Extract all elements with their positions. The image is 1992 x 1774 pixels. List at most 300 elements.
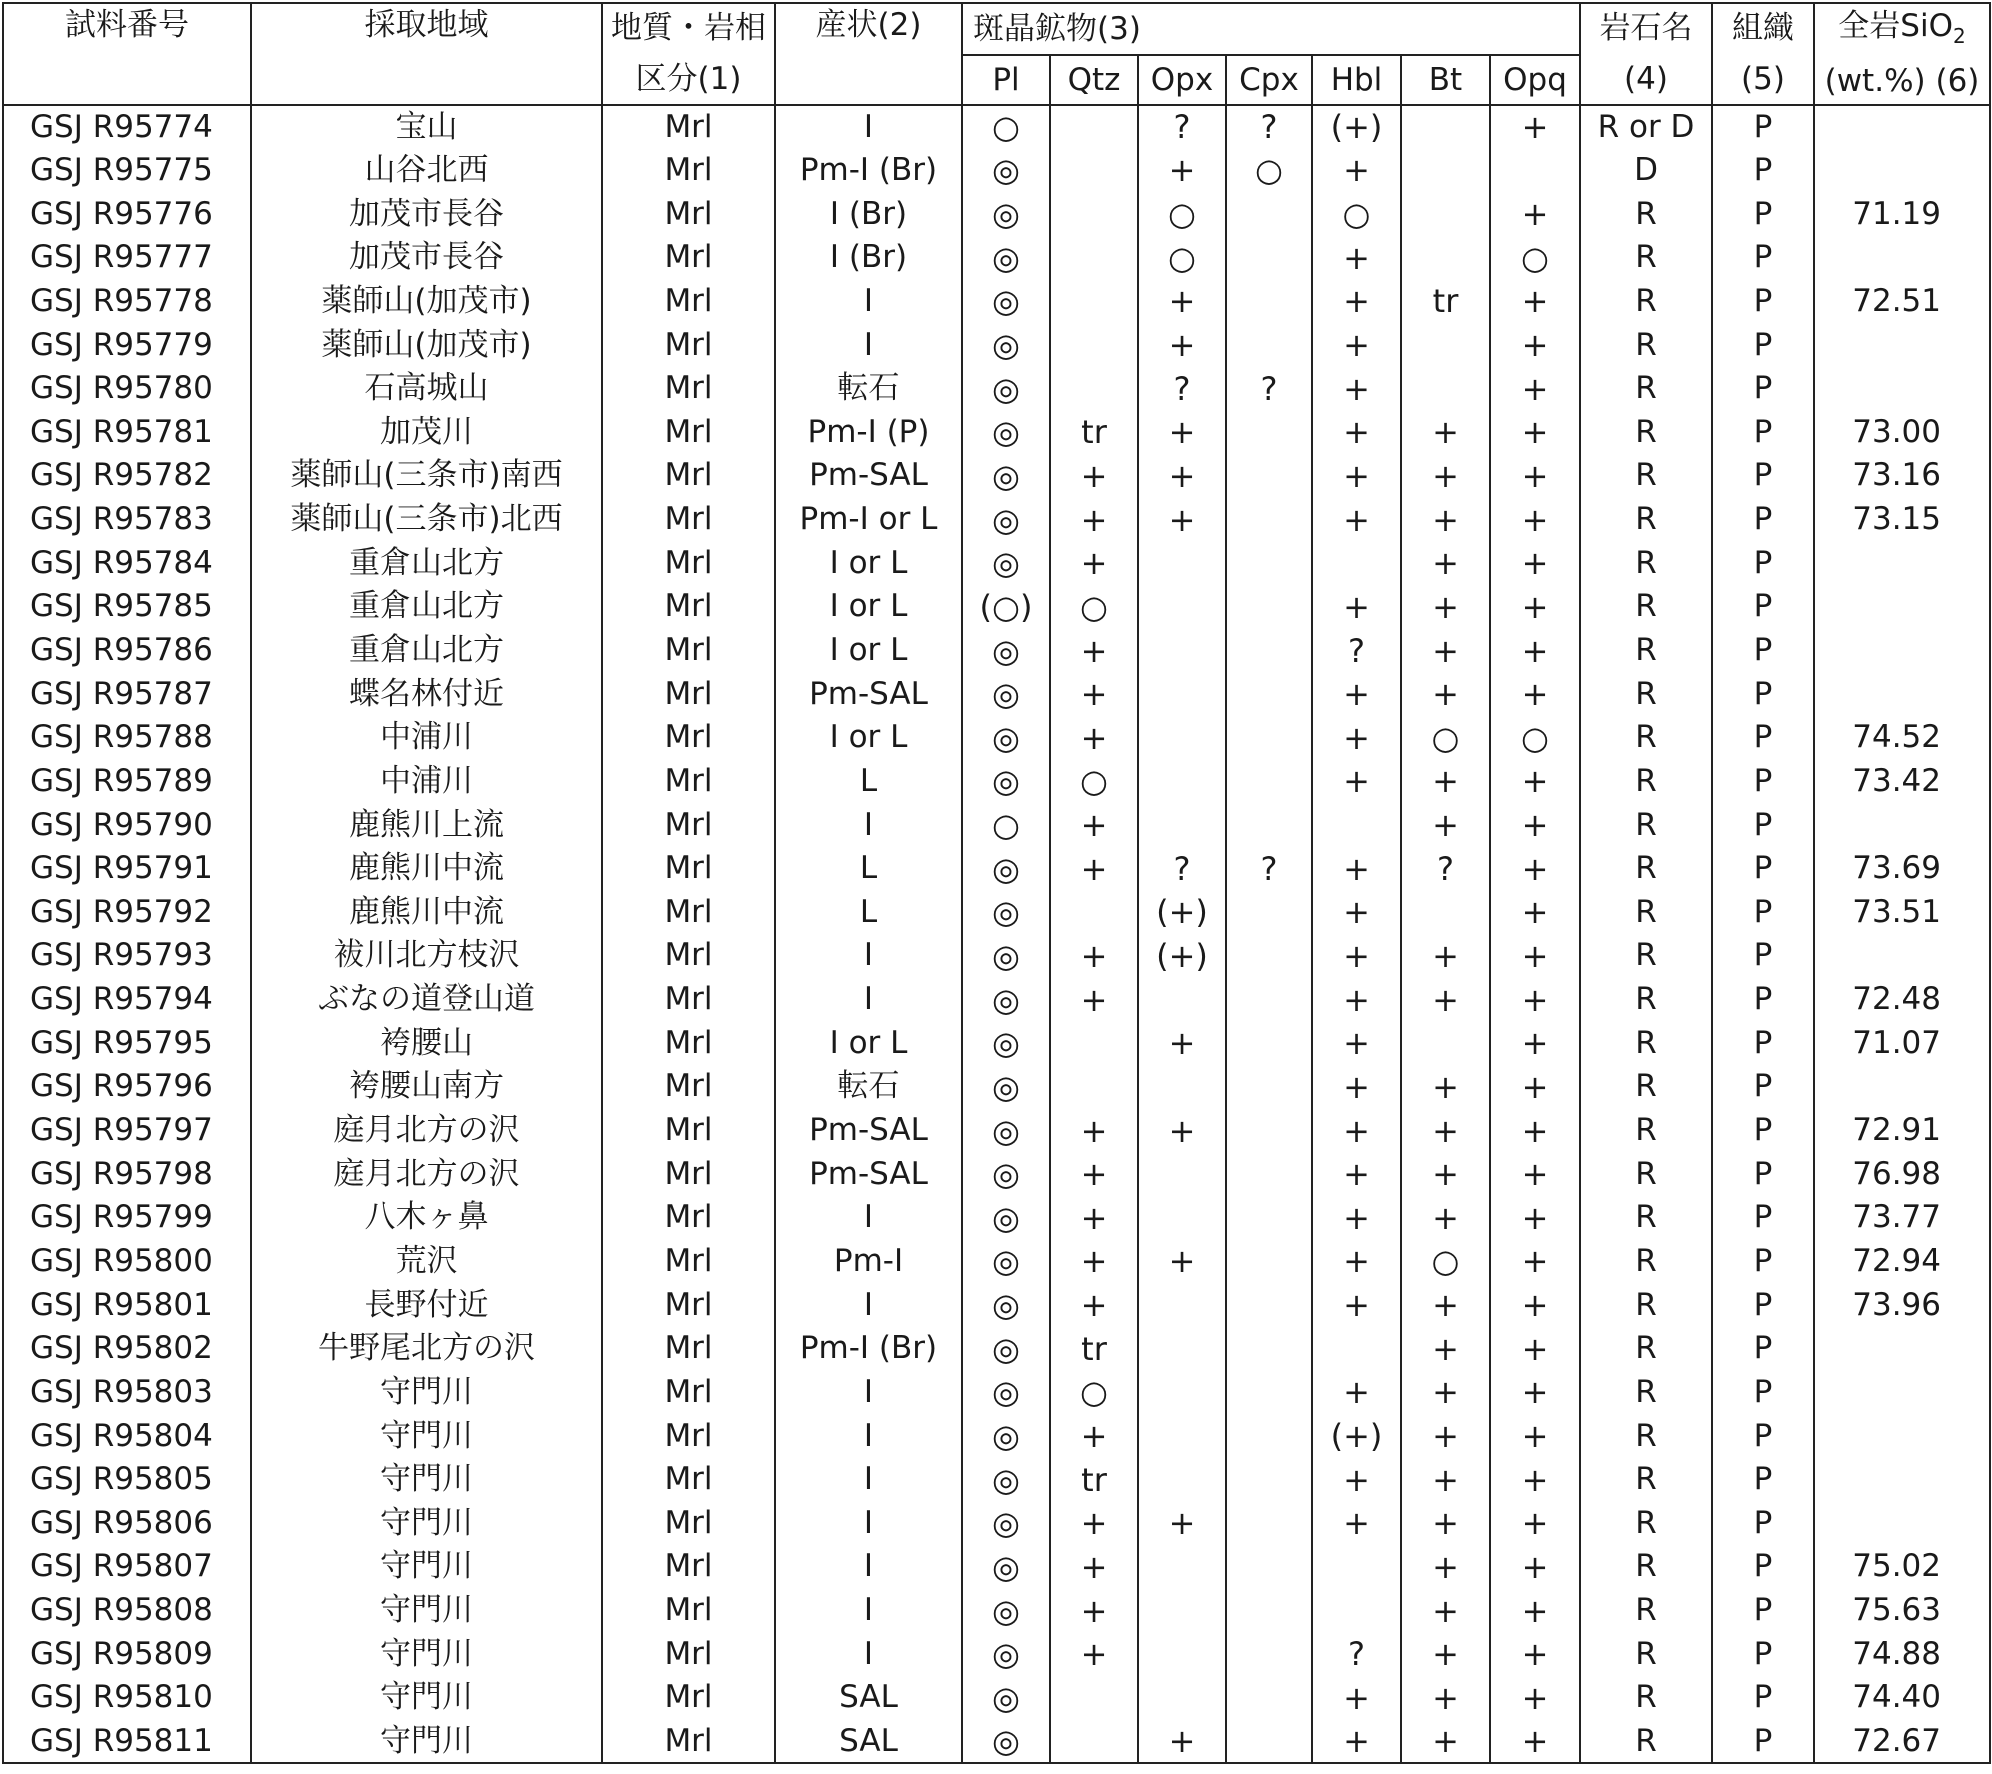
cell-texture: P [1712, 1545, 1814, 1589]
cell-geology: Mrl [602, 367, 775, 411]
cell-geology: Mrl [602, 1109, 775, 1153]
table-row [3, 629, 1990, 673]
cell-locality: 宝山 [251, 105, 602, 149]
cell-locality: 薬師山(三条市)北西 [251, 498, 602, 542]
cell-sample-no: GSJ R95781 [3, 410, 251, 454]
cell-sio2: 73.77 [1814, 1196, 1990, 1240]
table-row [3, 1152, 1990, 1196]
table-row [3, 760, 1990, 804]
cell-opq: + [1490, 1414, 1580, 1458]
cell-opx: (+) [1138, 891, 1226, 935]
cell-geology: Mrl [602, 192, 775, 236]
cell-geology: Mrl [602, 498, 775, 542]
cell-hbl: + [1312, 760, 1401, 804]
cell-bt [1401, 367, 1490, 411]
cell-bt: + [1401, 803, 1490, 847]
cell-hbl: + [1312, 236, 1401, 280]
cell-rock-name: R [1580, 541, 1712, 585]
cell-locality: 庭月北方の沢 [251, 1109, 602, 1153]
table-row [3, 978, 1990, 1022]
cell-sio2 [1814, 1327, 1990, 1371]
cell-hbl: + [1312, 1283, 1401, 1327]
cell-qtz: + [1050, 629, 1138, 673]
cell-bt: + [1401, 1676, 1490, 1720]
cell-geology: Mrl [602, 672, 775, 716]
cell-cpx [1226, 541, 1312, 585]
cell-opq: + [1490, 1545, 1580, 1589]
cell-opx [1138, 803, 1226, 847]
cell-sample-no: GSJ R95784 [3, 541, 251, 585]
cell-geology: Mrl [602, 803, 775, 847]
cell-occurrence: SAL [775, 1676, 962, 1720]
cell-opq: + [1490, 1589, 1580, 1633]
cell-opq: + [1490, 803, 1580, 847]
cell-geology: Mrl [602, 541, 775, 585]
cell-locality: 荒沢 [251, 1240, 602, 1284]
table-row [3, 280, 1990, 324]
cell-rock-name: R [1580, 1589, 1712, 1633]
cell-texture: P [1712, 891, 1814, 935]
cell-hbl: + [1312, 847, 1401, 891]
cell-sample-no: GSJ R95802 [3, 1327, 251, 1371]
cell-qtz: + [1050, 803, 1138, 847]
cell-cpx [1226, 454, 1312, 498]
cell-hbl: + [1312, 367, 1401, 411]
table-row [3, 1414, 1990, 1458]
cell-locality: 中浦川 [251, 716, 602, 760]
cell-qtz [1050, 105, 1138, 149]
cell-pl: ◎ [962, 978, 1050, 1022]
table-row [3, 1545, 1990, 1589]
cell-qtz: tr [1050, 1458, 1138, 1502]
cell-hbl: + [1312, 716, 1401, 760]
cell-cpx [1226, 1720, 1312, 1764]
cell-texture: P [1712, 1502, 1814, 1546]
cell-opq: + [1490, 541, 1580, 585]
table-row [3, 1283, 1990, 1327]
cell-opq: ○ [1490, 236, 1580, 280]
cell-rock-name: R [1580, 1109, 1712, 1153]
cell-sio2: 73.15 [1814, 498, 1990, 542]
cell-locality: 中浦川 [251, 760, 602, 804]
cell-cpx [1226, 1371, 1312, 1415]
cell-opx: + [1138, 410, 1226, 454]
cell-opq: + [1490, 891, 1580, 935]
cell-qtz: + [1050, 1545, 1138, 1589]
cell-occurrence: I [775, 1283, 962, 1327]
cell-hbl: + [1312, 410, 1401, 454]
cell-locality: 薬師山(加茂市) [251, 280, 602, 324]
cell-rock-name: R [1580, 1152, 1712, 1196]
cell-hbl: + [1312, 934, 1401, 978]
cell-geology: Mrl [602, 1676, 775, 1720]
cell-opq: + [1490, 192, 1580, 236]
cell-hbl: + [1312, 1458, 1401, 1502]
cell-texture: P [1712, 454, 1814, 498]
cell-sample-no: GSJ R95789 [3, 760, 251, 804]
cell-sio2 [1814, 585, 1990, 629]
cell-rock-name: D [1580, 149, 1712, 193]
cell-texture: P [1712, 498, 1814, 542]
cell-hbl: + [1312, 1152, 1401, 1196]
cell-texture: P [1712, 803, 1814, 847]
cell-hbl [1312, 1545, 1401, 1589]
cell-occurrence: I [775, 1545, 962, 1589]
cell-hbl: + [1312, 1240, 1401, 1284]
table-row [3, 105, 1990, 149]
cell-geology: Mrl [602, 891, 775, 935]
cell-sio2: 74.40 [1814, 1676, 1990, 1720]
cell-rock-name: R [1580, 280, 1712, 324]
cell-locality: 袴腰山南方 [251, 1065, 602, 1109]
cell-sio2: 75.02 [1814, 1545, 1990, 1589]
cell-cpx [1226, 716, 1312, 760]
cell-occurrence: L [775, 891, 962, 935]
cell-texture: P [1712, 410, 1814, 454]
cell-cpx [1226, 1196, 1312, 1240]
cell-occurrence: I [775, 1502, 962, 1546]
cell-texture: P [1712, 1371, 1814, 1415]
cell-sample-no: GSJ R95776 [3, 192, 251, 236]
cell-sample-no: GSJ R95798 [3, 1152, 251, 1196]
cell-hbl: + [1312, 323, 1401, 367]
cell-cpx: ? [1226, 367, 1312, 411]
cell-texture: P [1712, 1589, 1814, 1633]
cell-hbl: + [1312, 149, 1401, 193]
cell-occurrence: I [775, 280, 962, 324]
cell-texture: P [1712, 236, 1814, 280]
cell-qtz [1050, 1720, 1138, 1764]
cell-hbl [1312, 1327, 1401, 1371]
cell-opx: + [1138, 454, 1226, 498]
sample-table [2, 2, 1991, 1764]
cell-geology: Mrl [602, 760, 775, 804]
cell-sample-no: GSJ R95807 [3, 1545, 251, 1589]
cell-qtz: + [1050, 716, 1138, 760]
cell-locality: 庭月北方の沢 [251, 1152, 602, 1196]
cell-sio2: 72.91 [1814, 1109, 1990, 1153]
cell-locality: 重倉山北方 [251, 629, 602, 673]
cell-cpx [1226, 891, 1312, 935]
cell-bt [1401, 323, 1490, 367]
cell-bt: + [1401, 1196, 1490, 1240]
cell-opq: + [1490, 1371, 1580, 1415]
cell-geology: Mrl [602, 1589, 775, 1633]
cell-locality: 加茂市長谷 [251, 192, 602, 236]
cell-qtz: ○ [1050, 760, 1138, 804]
cell-rock-name: R [1580, 847, 1712, 891]
cell-sample-no: GSJ R95797 [3, 1109, 251, 1153]
cell-occurrence: I [775, 1414, 962, 1458]
cell-sample-no: GSJ R95808 [3, 1589, 251, 1633]
cell-sio2: 73.51 [1814, 891, 1990, 935]
cell-hbl: + [1312, 498, 1401, 542]
cell-bt [1401, 105, 1490, 149]
cell-sample-no: GSJ R95806 [3, 1502, 251, 1546]
cell-sample-no: GSJ R95796 [3, 1065, 251, 1109]
cell-locality: 鹿熊川中流 [251, 847, 602, 891]
header-geology [602, 3, 775, 105]
cell-locality: 鹿熊川中流 [251, 891, 602, 935]
cell-bt: + [1401, 1589, 1490, 1633]
cell-pl: ◎ [962, 891, 1050, 935]
cell-pl: ◎ [962, 934, 1050, 978]
cell-locality: 長野付近 [251, 1283, 602, 1327]
cell-qtz [1050, 192, 1138, 236]
cell-bt: + [1401, 760, 1490, 804]
cell-opq: + [1490, 454, 1580, 498]
cell-texture: P [1712, 1021, 1814, 1065]
cell-sio2 [1814, 236, 1990, 280]
cell-opx: + [1138, 1502, 1226, 1546]
cell-sio2 [1814, 323, 1990, 367]
cell-opx [1138, 1196, 1226, 1240]
cell-occurrence: I (Br) [775, 236, 962, 280]
cell-rock-name: R [1580, 1414, 1712, 1458]
cell-sample-no: GSJ R95805 [3, 1458, 251, 1502]
cell-hbl: + [1312, 1676, 1401, 1720]
cell-sample-no: GSJ R95778 [3, 280, 251, 324]
cell-cpx [1226, 1109, 1312, 1153]
cell-texture: P [1712, 847, 1814, 891]
cell-opq: + [1490, 1502, 1580, 1546]
cell-geology: Mrl [602, 1065, 775, 1109]
header-geology-line1: 地質・岩相 [611, 10, 766, 46]
cell-opx [1138, 716, 1226, 760]
cell-opx: + [1138, 1240, 1226, 1284]
cell-sio2: 71.19 [1814, 192, 1990, 236]
cell-geology: Mrl [602, 1414, 775, 1458]
cell-pl: ◎ [962, 1196, 1050, 1240]
cell-locality: 八木ヶ鼻 [251, 1196, 602, 1240]
cell-cpx [1226, 1152, 1312, 1196]
cell-occurrence: I [775, 1632, 962, 1676]
cell-geology: Mrl [602, 236, 775, 280]
header-sio2 [1814, 3, 1990, 105]
cell-opx [1138, 1632, 1226, 1676]
cell-texture: P [1712, 1676, 1814, 1720]
cell-pl: ◎ [962, 149, 1050, 193]
cell-texture: P [1712, 149, 1814, 193]
cell-cpx [1226, 498, 1312, 542]
cell-sio2 [1814, 934, 1990, 978]
cell-geology: Mrl [602, 716, 775, 760]
cell-sample-no: GSJ R95779 [3, 323, 251, 367]
cell-qtz: + [1050, 1414, 1138, 1458]
cell-occurrence: Pm-I or L [775, 498, 962, 542]
cell-sample-no: GSJ R95777 [3, 236, 251, 280]
cell-pl: ◎ [962, 1152, 1050, 1196]
cell-hbl [1312, 541, 1401, 585]
table-row [3, 1720, 1990, 1764]
cell-cpx [1226, 236, 1312, 280]
cell-pl: ◎ [962, 367, 1050, 411]
cell-locality: 守門川 [251, 1632, 602, 1676]
cell-opq: + [1490, 498, 1580, 542]
cell-opq: + [1490, 1720, 1580, 1764]
cell-cpx [1226, 410, 1312, 454]
cell-geology: Mrl [602, 1720, 775, 1764]
cell-occurrence: I [775, 1196, 962, 1240]
cell-opx: + [1138, 1021, 1226, 1065]
cell-opq: + [1490, 672, 1580, 716]
cell-sio2 [1814, 1414, 1990, 1458]
cell-occurrence: Pm-SAL [775, 454, 962, 498]
cell-cpx [1226, 1502, 1312, 1546]
cell-hbl: (+) [1312, 105, 1401, 149]
table-row [3, 1065, 1990, 1109]
cell-bt: + [1401, 1632, 1490, 1676]
cell-hbl [1312, 1589, 1401, 1633]
cell-geology: Mrl [602, 1283, 775, 1327]
cell-cpx [1226, 280, 1312, 324]
cell-bt: + [1401, 934, 1490, 978]
cell-bt: + [1401, 1109, 1490, 1153]
cell-opx: ? [1138, 105, 1226, 149]
cell-cpx [1226, 1545, 1312, 1589]
cell-occurrence: Pm-I (Br) [775, 1327, 962, 1371]
header-texture-line1: 組織 [1732, 10, 1794, 46]
cell-rock-name: R [1580, 629, 1712, 673]
cell-hbl: + [1312, 1502, 1401, 1546]
cell-locality: ぶなの道登山道 [251, 978, 602, 1022]
table-header [3, 3, 1990, 105]
cell-occurrence: L [775, 760, 962, 804]
table-row [3, 498, 1990, 542]
table-row [3, 192, 1990, 236]
cell-hbl: (+) [1312, 1414, 1401, 1458]
cell-sample-no: GSJ R95810 [3, 1676, 251, 1720]
cell-opx: + [1138, 149, 1226, 193]
table-row [3, 1240, 1990, 1284]
cell-sio2 [1814, 803, 1990, 847]
cell-sio2: 72.94 [1814, 1240, 1990, 1284]
cell-rock-name: R [1580, 367, 1712, 411]
cell-bt [1401, 1021, 1490, 1065]
cell-sio2: 71.07 [1814, 1021, 1990, 1065]
cell-texture: P [1712, 934, 1814, 978]
cell-opq: + [1490, 585, 1580, 629]
cell-pl: ◎ [962, 672, 1050, 716]
cell-cpx [1226, 672, 1312, 716]
table-row [3, 1502, 1990, 1546]
cell-opx: ? [1138, 847, 1226, 891]
cell-sio2: 73.69 [1814, 847, 1990, 891]
cell-opx: ○ [1138, 236, 1226, 280]
cell-texture: P [1712, 1458, 1814, 1502]
cell-opq: + [1490, 1021, 1580, 1065]
cell-sample-no: GSJ R95795 [3, 1021, 251, 1065]
cell-bt [1401, 891, 1490, 935]
cell-bt: + [1401, 410, 1490, 454]
cell-pl: ◎ [962, 1676, 1050, 1720]
cell-cpx [1226, 978, 1312, 1022]
cell-qtz: + [1050, 1283, 1138, 1327]
cell-texture: P [1712, 1152, 1814, 1196]
cell-occurrence: I or L [775, 541, 962, 585]
cell-pl: ◎ [962, 1240, 1050, 1284]
cell-sio2 [1814, 1502, 1990, 1546]
cell-sample-no: GSJ R95783 [3, 498, 251, 542]
cell-locality: 守門川 [251, 1414, 602, 1458]
cell-hbl: + [1312, 454, 1401, 498]
cell-texture: P [1712, 1240, 1814, 1284]
cell-opx [1138, 1065, 1226, 1109]
cell-rock-name: R [1580, 1632, 1712, 1676]
cell-sample-no: GSJ R95785 [3, 585, 251, 629]
cell-geology: Mrl [602, 934, 775, 978]
cell-opq: + [1490, 1676, 1580, 1720]
cell-sample-no: GSJ R95803 [3, 1371, 251, 1415]
cell-cpx [1226, 1327, 1312, 1371]
cell-opq: + [1490, 105, 1580, 149]
header-mineral-opx: Opx [1138, 55, 1226, 105]
cell-pl: ◎ [962, 1545, 1050, 1589]
cell-qtz: + [1050, 1196, 1138, 1240]
header-sio2-subscript: 2 [1952, 24, 1966, 49]
table-row [3, 1327, 1990, 1371]
table-row [3, 891, 1990, 935]
cell-pl: ○ [962, 803, 1050, 847]
cell-occurrence: Pm-I [775, 1240, 962, 1284]
cell-geology: Mrl [602, 410, 775, 454]
cell-opx [1138, 1676, 1226, 1720]
cell-cpx [1226, 803, 1312, 847]
cell-bt [1401, 149, 1490, 193]
cell-occurrence: I [775, 803, 962, 847]
cell-qtz [1050, 1021, 1138, 1065]
cell-opq: + [1490, 1283, 1580, 1327]
cell-sio2 [1814, 1065, 1990, 1109]
cell-pl: ◎ [962, 192, 1050, 236]
cell-cpx [1226, 1021, 1312, 1065]
cell-sio2: 74.52 [1814, 716, 1990, 760]
cell-cpx [1226, 1676, 1312, 1720]
cell-pl: ◎ [962, 1458, 1050, 1502]
table-row [3, 1021, 1990, 1065]
cell-texture: P [1712, 1196, 1814, 1240]
cell-locality: 守門川 [251, 1502, 602, 1546]
cell-qtz: tr [1050, 410, 1138, 454]
cell-opq: + [1490, 978, 1580, 1022]
cell-bt: + [1401, 454, 1490, 498]
cell-sample-no: GSJ R95793 [3, 934, 251, 978]
cell-rock-name: R [1580, 760, 1712, 804]
header-rock-name-line2: (4) [1624, 61, 1668, 97]
cell-geology: Mrl [602, 1545, 775, 1589]
cell-opq: + [1490, 1065, 1580, 1109]
cell-pl: ◎ [962, 1021, 1050, 1065]
header-mineral-bt: Bt [1401, 55, 1490, 105]
cell-occurrence: I or L [775, 629, 962, 673]
cell-qtz: + [1050, 1632, 1138, 1676]
cell-qtz [1050, 280, 1138, 324]
cell-geology: Mrl [602, 978, 775, 1022]
cell-occurrence: Pm-I (Br) [775, 149, 962, 193]
cell-qtz: + [1050, 454, 1138, 498]
cell-texture: P [1712, 760, 1814, 804]
cell-qtz: tr [1050, 1327, 1138, 1371]
cell-opq: ○ [1490, 716, 1580, 760]
cell-locality: 加茂市長谷 [251, 236, 602, 280]
cell-sample-no: GSJ R95804 [3, 1414, 251, 1458]
cell-pl: ◎ [962, 1502, 1050, 1546]
cell-geology: Mrl [602, 1371, 775, 1415]
cell-bt [1401, 192, 1490, 236]
cell-pl: ◎ [962, 1283, 1050, 1327]
cell-locality: 袚川北方枝沢 [251, 934, 602, 978]
cell-geology: Mrl [602, 629, 775, 673]
